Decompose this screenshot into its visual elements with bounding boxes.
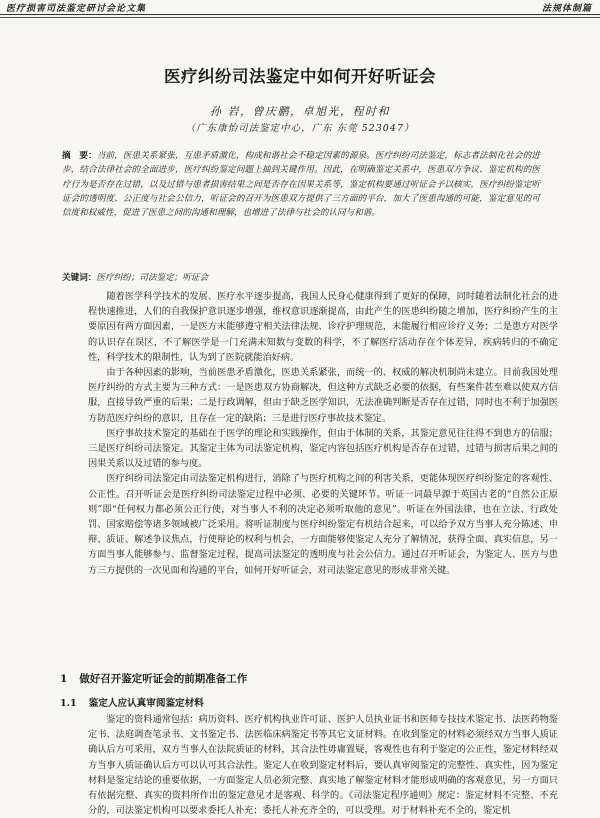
body-paragraph: 鉴定的资料通常包括：病历资料、医疗机构执业许可证、医护人员执业证书和医师专技技术鉴定书、法医药物鉴定书、法庭调查笔录书、文书鉴定书、法医临床病鉴定书等其它文证材料。在收到鉴定的材料必须经双方当事人质证确认后方可采用，双方当事人在法院质证的材料，其合法性毋庸置疑，客观性也有利于鉴定的公正性，鉴定材料经双方当事人质证确认后方可以认可其合法性。鉴定人在收到鉴定材料后，要认真审阅鉴定的完整性、真实性，因为鉴定材料是鉴定结论的重要依据，一方面鉴定人员必须完整、真实地了解鉴定材料才能形成明确的客观意见，另一方面只有依据完整、真实的资料所作出的鉴定意见才是客观、科学的。《司法鉴定程序通则》规定：鉴定材料不完整、不充分的，司法鉴定机构可以要求委托人补充；委托人补充齐全的，可以受理。对于材料补充不全的，鉴定机 — [88, 714, 558, 817]
paper-title: 医疗纠纷司法鉴定中如何开好听证会 — [164, 67, 436, 86]
body-text — [88, 289, 558, 578]
body-text-section-1 — [88, 712, 558, 818]
journal-section-right: 法规体制篇 — [541, 3, 592, 14]
abstract — [62, 149, 540, 220]
running-header — [0, 0, 600, 14]
subsection-heading — [60, 695, 550, 709]
section-heading — [60, 671, 550, 686]
body-paragraph: 随着医学科学技术的发展、医疗水平逐步提高，我国人民身心健康得到了更好的保障，同时随着法制化社会的进程快速推进，人们的自我保护意识逐步增强，维权意识逐渐提高，由此产生的医患纠纷随之增加，医疗纠纷产生的主要原因有两方面因素，一是医方未能够遵守相关法律法规、诊疗护理规范，未能履行相应诊疗义务；二是患方对医学的认识存在误区，不了解医学是一门充满未知数与变数的科学，不了解医疗活动存在个体差异，疾病转归的不确定性，科学技术的限制性，认为到了医院就能治好病。 — [88, 291, 558, 363]
keywords-text: 医疗纠纷；司法鉴定；听证会 — [96, 273, 209, 283]
header-rule — [0, 14, 600, 15]
body-paragraph: 由于各种因素的影响，当前医患矛盾激化，医患关系紧张，而统一的、权威的解决机制尚未建立。目前我国处理医疗纠纷的方式主要为三种方式：一是医患双方协商解决，但这种方式缺乏必要的依据，有些案件甚至难以使双方信服，直接导致严重的后果；二是行政调解，但由于缺乏医学知识，无法准确判断是否存在过错，同时也不利于加强医方防范医疗纠纷的意识，且存在一定的缺陷；三是进行医疗事故技术鉴定。 — [88, 367, 558, 424]
abstract-text: 当前，医患关系紧张，互患矛盾激化，构成和谐社会不稳定因素的源泉。医疗纠纷司法鉴定，标志者法制化社会的进步，结合法律社会的全面进步，医疗纠纷鉴定问题上抽到关键作用。因此，在明确鉴定关系中，医患双方争议、鉴定机构的医疗行为是否存在过错，以及过错与患者损害结果之间是否存在因果关系等，鉴定机构要通过听证会予以核实，医疗纠纷鉴定听证会的透明度、公正度与社会公信力，听证会的召开为医患双方提供了三方面的平台，加大了医患沟通的可能，鉴定意见的可信度和权威性，促进了医患之间的沟通和理解，也增进了法律与社会的认同与和谐。 — [62, 151, 540, 219]
affiliation: （广东康怡司法鉴定中心，广东 东莞 523047） — [185, 123, 415, 134]
section-title: 做好召开鉴定听证会的前期准备工作 — [79, 673, 248, 685]
header-rule-thin — [0, 17, 600, 18]
abstract-label: 摘 要： — [62, 151, 97, 161]
keywords — [62, 271, 540, 285]
body-paragraph: 医疗纠纷司法鉴定由司法鉴定机构进行，消除了与医疗机构之间的利害关系，更能体现医疗纠纷鉴定的客观性、公正性。召开听证会是医疗纠纷司法鉴定过程中必须、必要的关键环节。听证一词最早源于英国古老的“自然公正原则”即“任何权力都必须公正行使，对当事人不利的决定必须听取他的意见”。听证在外国法律，也在立法、行政处罚、国家赔偿等诸多领域被广泛采用。将听证制度与医疗纠纷鉴定有机结合起来，可以给予双方当事人充分陈述、申辩、质证、解述争议焦点，行使辩论的权利与机会，一方面能够使鉴定人充分了解情况，获得全面、真实信息，另一方面当事人能够参与、监督鉴定过程，提高司法鉴定的透明度与社会公信力。通过召开听证会，为鉴定人、医方与患方三方提供的一次见面和沟通的平台，如何开好听证会，对司法鉴定意见的形成非常关键。 — [88, 473, 558, 576]
body-paragraph: 医疗事故技术鉴定的基础在于医学的理论和实践操作，但由于体制的关系，其鉴定意见往往得不到患方的信服；三是医疗纠纷司法鉴定。其鉴定主体为司法鉴定机构，鉴定内容包括医疗机构是否存在过错，过错与损害后果之间的因果关系以及过错的参与度。 — [88, 427, 558, 470]
section-number: 1 — [60, 673, 68, 685]
author-list: 孙 岩，曾庆鹏，卓旭光，程时和 — [210, 105, 390, 118]
subsection-title: 鉴定人应认真审阅鉴定材料 — [88, 698, 204, 709]
journal-name-left: 医疗损害司法鉴定研讨会论文集 — [6, 3, 147, 14]
subsection-number: 1.1 — [60, 698, 77, 709]
keywords-label: 关键词： — [62, 273, 97, 283]
